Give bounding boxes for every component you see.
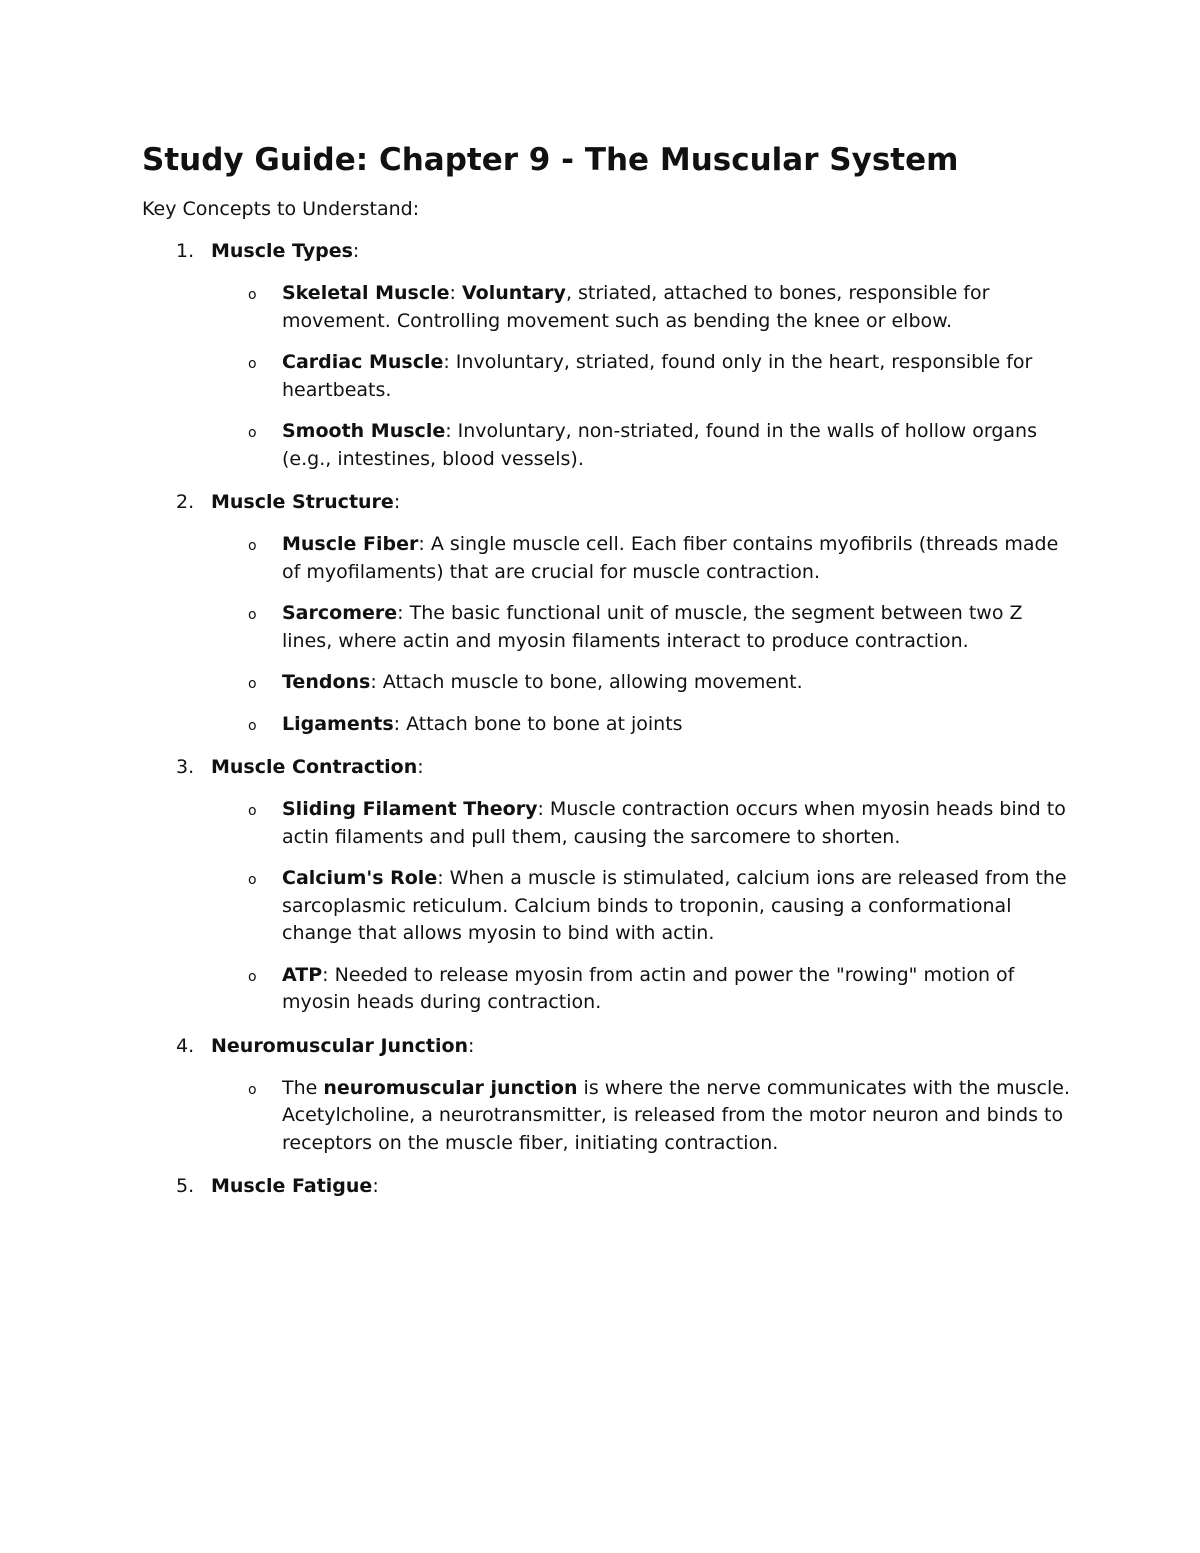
section-label (211, 237, 359, 265)
item-term: Sliding Filament Theory (282, 798, 538, 820)
bullet-list (0, 796, 1200, 1017)
bullet-icon: o (248, 607, 257, 623)
section-list (0, 237, 1200, 1215)
list-item (0, 865, 1072, 948)
section-title: Muscle Structure (211, 491, 394, 513)
page-subtitle: Key Concepts to Understand: (142, 198, 420, 220)
section-number: 3. (176, 756, 195, 778)
section-neuromuscular-junction (0, 1032, 1200, 1158)
item-term: ATP (282, 963, 323, 986)
section-heading (0, 488, 1200, 516)
item-text: : A single muscle cell. Each fiber contains myofibrils (threads made of myofilaments) that are crucial for muscle contraction. (282, 533, 1059, 583)
section-suffix: : (417, 756, 424, 778)
item-text: : Attach muscle to bone, allowing movement. (370, 671, 803, 693)
section-title: Neuromuscular Junction (211, 1034, 469, 1057)
list-item (0, 669, 1072, 697)
bullet-icon: o (248, 968, 257, 985)
bullet-icon: o (248, 803, 257, 819)
section-muscle-structure (0, 488, 1200, 738)
section-suffix: : (468, 1034, 475, 1057)
item-text: : Muscle contraction occurs when myosin heads bind to actin filaments and pull them, causing the sarcomere to shorten. (282, 798, 1066, 848)
list-item (0, 711, 1072, 739)
item-term: Calcium's Role (282, 867, 438, 889)
section-number: 5. (176, 1175, 195, 1197)
section-label (211, 753, 424, 781)
bullet-icon: o (248, 676, 257, 692)
section-heading (0, 753, 1200, 781)
list-item (0, 280, 1072, 335)
item-text: : Involuntary, non-striated, found in the walls of hollow organs (e.g., intestines, blood vessels). (282, 420, 1037, 470)
section-suffix: : (372, 1175, 379, 1197)
bullet-list (0, 280, 1200, 473)
item-term2: Voluntary (461, 282, 566, 304)
item-term: neuromuscular junction (323, 1076, 578, 1099)
section-title: Muscle Types (211, 240, 353, 262)
item-text: : The basic functional unit of muscle, the segment between two Z lines, where actin and myosin filaments interact to produce contraction. (282, 602, 1023, 652)
section-number: 2. (176, 491, 195, 513)
item-term: Cardiac Muscle (282, 351, 444, 373)
item-pre: The (282, 1076, 324, 1099)
bullet-icon: o (248, 872, 257, 888)
item-text: , striated, attached to bones, responsible for movement. Controlling movement such as bending the knee or elbow. (282, 282, 990, 332)
section-label (211, 1032, 474, 1060)
bullet-icon: o (248, 538, 257, 554)
bullet-icon: o (248, 356, 257, 372)
bullet-icon: o (248, 1081, 257, 1098)
item-term: Muscle Fiber (282, 533, 419, 555)
section-muscle-types (0, 237, 1200, 473)
section-number: 1. (176, 240, 195, 262)
item-text: is where the nerve communicates with the muscle. Acetylcholine, a neurotransmitter, is released from the motor neuron and binds to receptors on the muscle fiber, initiating contraction. (282, 1076, 1070, 1154)
page-title: Study Guide: Chapter 9 - The Muscular System (142, 142, 959, 178)
list-item (0, 418, 1072, 473)
bullet-icon: o (248, 425, 257, 441)
bullet-icon: o (248, 287, 257, 303)
bullet-list (0, 531, 1200, 738)
item-term: Sarcomere (282, 602, 398, 624)
item-text: : Involuntary, striated, found only in the heart, responsible for heartbeats. (282, 351, 1033, 401)
item-text: : Attach bone to bone at joints (393, 712, 683, 735)
item-text: : Needed to release myosin from actin and power the "rowing" motion of myosin heads during contraction. (282, 963, 1015, 1013)
item-text: : When a muscle is stimulated, calcium ions are released from the sarcoplasmic reticulum. Calcium binds to troponin, causing a conformational change that allows myosin to bind with actin. (282, 867, 1067, 944)
list-item (0, 349, 1072, 404)
item-term: Ligaments (282, 712, 394, 735)
section-suffix: : (352, 240, 360, 262)
list-item (0, 796, 1072, 851)
bullet-icon: o (248, 717, 257, 734)
section-label (211, 488, 400, 516)
item-term: Tendons (282, 671, 371, 693)
item-term: Smooth Muscle (282, 420, 446, 442)
section-muscle-fatigue (0, 1172, 1200, 1200)
section-label (211, 1172, 379, 1200)
section-heading (0, 237, 1200, 265)
section-muscle-contraction (0, 753, 1200, 1017)
list-item (0, 1075, 1072, 1158)
section-title: Muscle Fatigue (211, 1175, 373, 1197)
section-number: 4. (176, 1034, 195, 1057)
list-item (0, 962, 1072, 1017)
section-heading (0, 1032, 1200, 1060)
bullet-list (0, 1075, 1200, 1158)
section-heading (0, 1172, 1200, 1200)
section-title: Muscle Contraction (211, 756, 418, 778)
item-mid: : (449, 282, 462, 304)
list-item (0, 531, 1072, 586)
item-term: Skeletal Muscle (282, 282, 450, 304)
list-item (0, 600, 1072, 655)
section-suffix: : (393, 491, 401, 513)
